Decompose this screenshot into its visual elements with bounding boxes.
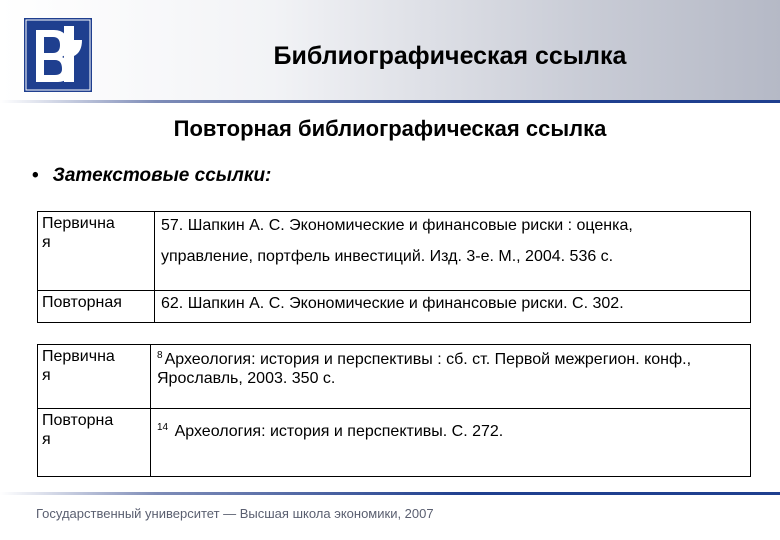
page-title: Библиографическая ссылка bbox=[273, 42, 627, 70]
citation-text: 62. Шапкин А. С. Экономические и финансовые риски. С. 302. bbox=[161, 295, 624, 312]
citation-cell bbox=[155, 291, 751, 323]
citation-text: Археология: история и перспективы : сб. ст. Первой межрегион. конф., Ярославль, 2003. 350 с. bbox=[157, 351, 692, 387]
row-label: Повторная bbox=[42, 294, 122, 311]
row-label: Первична я bbox=[42, 215, 115, 251]
footer-caption: Государственный университет — Высшая школа экономики, 2007 bbox=[36, 506, 434, 521]
citation-text-line: управление, портфель инвестиций. Изд. 3-е. М., 2004. 536 с. bbox=[161, 248, 614, 265]
row-label: Повторна я bbox=[42, 412, 114, 448]
table-row bbox=[38, 212, 751, 291]
footer-divider bbox=[0, 492, 780, 495]
row-label-repeat bbox=[38, 409, 151, 477]
table-row bbox=[38, 409, 751, 477]
row-label: Первична я bbox=[42, 348, 115, 384]
table-row bbox=[38, 291, 751, 323]
citation-cell bbox=[151, 409, 751, 477]
footnote-number: 8 bbox=[157, 350, 163, 361]
row-label-repeat bbox=[38, 291, 155, 323]
bullet-item bbox=[32, 165, 271, 187]
bullet-text: Затекстовые ссылки: bbox=[52, 165, 272, 186]
hse-logo-icon bbox=[24, 18, 92, 92]
citation-cell bbox=[151, 345, 751, 409]
header-divider bbox=[0, 100, 780, 103]
bullet-marker: • bbox=[32, 165, 39, 186]
row-label-primary bbox=[38, 212, 155, 291]
page-subtitle: Повторная библиографическая ссылка bbox=[173, 116, 607, 141]
table-row bbox=[38, 345, 751, 409]
footnote-number: 14 bbox=[157, 422, 169, 433]
citation-table-collection bbox=[37, 344, 751, 477]
citation-table-book bbox=[37, 211, 751, 323]
citation-text-line: 57. Шапкин А. С. Экономические и финансовые риски : оценка, bbox=[161, 217, 633, 234]
row-label-primary bbox=[38, 345, 151, 409]
citation-text: Археология: история и перспективы. С. 272. bbox=[174, 423, 504, 440]
citation-cell bbox=[155, 212, 751, 291]
